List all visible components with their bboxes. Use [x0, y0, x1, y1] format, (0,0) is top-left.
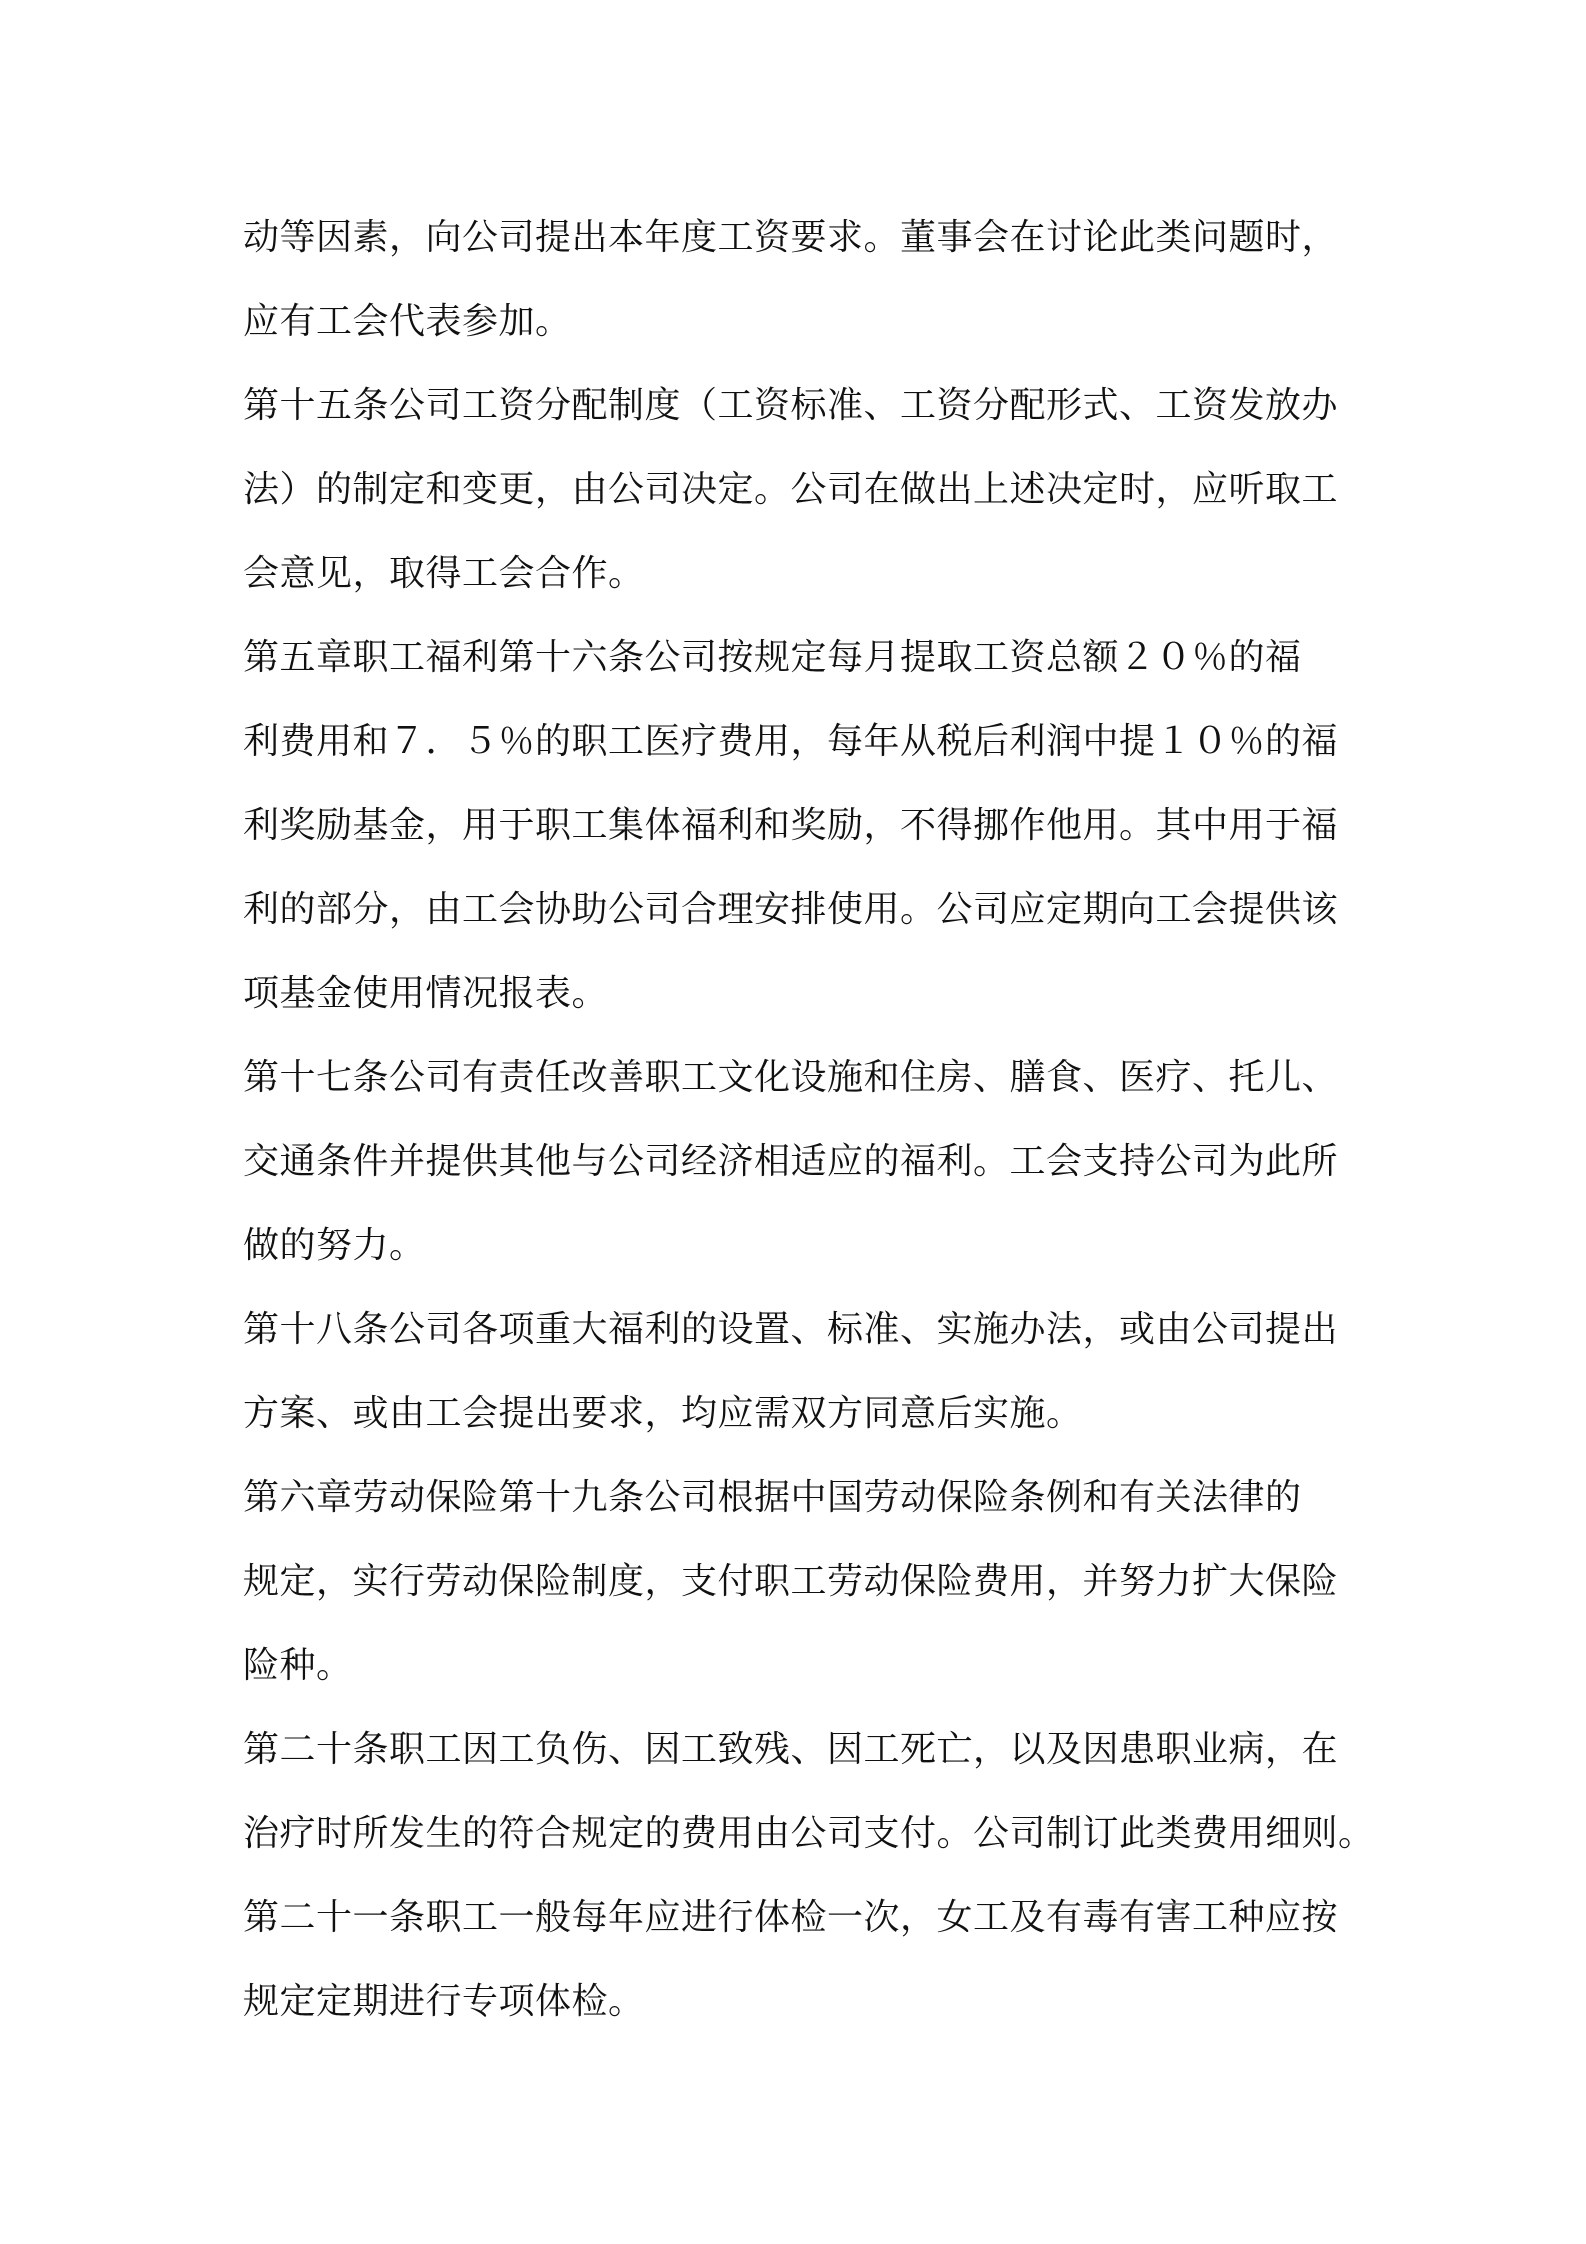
text-line: 险种。: [243, 1645, 353, 1686]
text-line: 项基金使用情况报表。: [243, 973, 609, 1014]
text-line: 规定定期进行专项体检。: [243, 1981, 645, 2022]
text-line: 规定，实行劳动保险制度，支付职工劳动保险费用，并努力扩大保险: [243, 1561, 1339, 1602]
text-line: 利费用和７．５％的职工医疗费用，每年从税后利润中提１０％的福: [243, 721, 1339, 762]
text-line: 利奖励基金，用于职工集体福利和奖励，不得挪作他用。其中用于福: [243, 805, 1339, 846]
text-line: 动等因素，向公司提出本年度工资要求。董事会在讨论此类问题时，: [243, 217, 1339, 258]
text-line: 法）的制定和变更，由公司决定。公司在做出上述决定时，应听取工: [243, 469, 1339, 510]
text-line: 方案、或由工会提出要求，均应需双方同意后实施。: [243, 1393, 1083, 1434]
text-line: 第二十条职工因工负伤、因工致残、因工死亡，以及因患职业病，在: [243, 1729, 1339, 1770]
text-line: 第十五条公司工资分配制度（工资标准、工资分配形式、工资发放办: [243, 385, 1339, 426]
text-line: 交通条件并提供其他与公司经济相适应的福利。工会支持公司为此所: [243, 1141, 1339, 1182]
text-line: 第五章职工福利第十六条公司按规定每月提取工资总额２０％的福: [243, 637, 1302, 678]
text-line: 第二十一条职工一般每年应进行体检一次，女工及有毒有害工种应按: [243, 1897, 1339, 1938]
text-line: 利的部分，由工会协助公司合理安排使用。公司应定期向工会提供该: [243, 889, 1339, 930]
text-line: 会意见，取得工会合作。: [243, 553, 645, 594]
text-line: 第十八条公司各项重大福利的设置、标准、实施办法，或由公司提出: [243, 1309, 1339, 1350]
text-line: 第十七条公司有责任改善职工文化设施和住房、膳食、医疗、托儿、: [243, 1057, 1339, 1098]
text-line: 第六章劳动保险第十九条公司根据中国劳动保险条例和有关法律的: [243, 1477, 1302, 1518]
text-line: 治疗时所发生的符合规定的费用由公司支付。公司制订此类费用细则。: [243, 1813, 1375, 1854]
text-line: 应有工会代表参加。: [243, 301, 572, 342]
text-line: 做的努力。: [243, 1225, 426, 1266]
document-body: [243, 196, 1378, 2044]
